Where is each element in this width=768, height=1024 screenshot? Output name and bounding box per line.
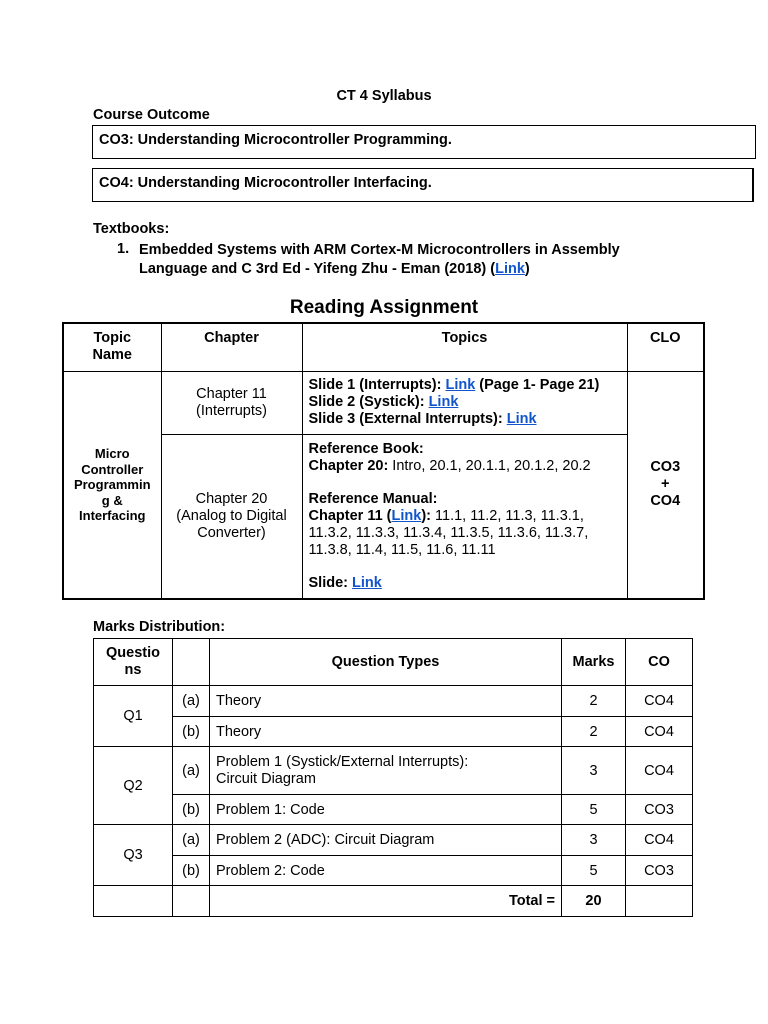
marks-cell: 2 xyxy=(562,686,626,717)
slide-2-link[interactable]: Link xyxy=(428,393,459,410)
textbook-line2: Language and C 3rd Ed - Yifeng Zhu - Eman (2018) ( xyxy=(139,261,496,277)
topic-name-line: Controller xyxy=(81,461,144,477)
reference-ch11-row xyxy=(309,508,621,525)
table-row xyxy=(94,717,693,747)
ref-ch11-text3: 11.3.8, 11.4, 11.5, 11.6, 11.11 xyxy=(308,541,496,558)
header-chapter: Chapter xyxy=(161,323,302,371)
co-cell: CO4 xyxy=(626,686,693,717)
header-clo: CLO xyxy=(627,323,704,371)
header-questions xyxy=(94,639,173,686)
chapter-11-cell xyxy=(161,371,302,434)
clo-line1: CO3 xyxy=(650,459,681,476)
empty-cell xyxy=(626,886,693,917)
topic-name-line: Programmin xyxy=(73,477,151,492)
textbook-line1: Embedded Systems with ARM Cortex-M Microcontrollers in Assembly xyxy=(139,242,620,258)
textbook-link[interactable]: Link xyxy=(495,261,525,277)
marks-cell: 2 xyxy=(562,717,626,747)
co-cell: CO3 xyxy=(626,795,693,825)
table-row xyxy=(94,795,693,825)
ref-ch11-label: Chapter 11 ( xyxy=(308,507,392,524)
topic-name-cell xyxy=(63,371,161,599)
table-row xyxy=(94,825,693,856)
part-cell: (b) xyxy=(173,856,210,886)
co-cell: CO4 xyxy=(626,825,693,856)
type-cell: Theory xyxy=(210,717,562,747)
type-cell: Problem 2: Code xyxy=(210,856,562,886)
course-outcome-heading: Course Outcome xyxy=(93,107,210,123)
part-cell: (b) xyxy=(173,795,210,825)
ref-ch20-text: Intro, 20.1, 20.1.1, 20.1.2, 20.2 xyxy=(388,457,591,474)
textbook-close: ) xyxy=(524,261,530,277)
clo-line2: + xyxy=(661,476,670,493)
slide-1-row xyxy=(309,377,621,394)
reference-manual-label: Reference Manual: xyxy=(308,490,438,507)
reading-heading: Reading Assignment xyxy=(289,297,479,318)
part-cell: (a) xyxy=(173,686,210,717)
ref-ch11-text1: 11.1, 11.2, 11.3, 11.3.1, xyxy=(430,507,584,524)
question-cell: Q2 xyxy=(94,747,173,825)
slide-1-label: Slide 1 (Interrupts): xyxy=(308,376,446,393)
type-cell: Theory xyxy=(210,686,562,717)
question-cell: Q3 xyxy=(94,825,173,886)
marks-cell: 3 xyxy=(562,747,626,795)
chapter-20-cell xyxy=(161,434,302,599)
co4-text: CO4: Understanding Microcontroller Interfacing. xyxy=(99,175,432,191)
ref-slide-link[interactable]: Link xyxy=(352,574,382,591)
type-line2: Circuit Diagram xyxy=(216,770,316,787)
topic-name-line: Interfacing xyxy=(79,508,146,523)
empty-cell xyxy=(173,886,210,917)
marks-heading: Marks Distribution: xyxy=(93,619,226,635)
header-question-types: Question Types xyxy=(210,639,562,686)
textbook-line2-wrap xyxy=(139,260,699,279)
reference-book-label: Reference Book: xyxy=(308,440,424,457)
header-q-line2: ns xyxy=(124,662,142,678)
marks-cell: 3 xyxy=(562,825,626,856)
header-part xyxy=(173,639,210,686)
reference-ch20-row xyxy=(309,458,621,475)
header-topic-line2: Name xyxy=(92,347,132,363)
chapter-20-line2: (Analog to Digital xyxy=(176,507,287,524)
textbook-entry xyxy=(139,241,699,279)
co-cell: CO4 xyxy=(626,717,693,747)
clo-line3: CO4 xyxy=(650,493,681,510)
slides-cell xyxy=(302,371,627,434)
header-q-line1: Questio xyxy=(106,645,160,661)
co-cell: CO3 xyxy=(626,856,693,886)
type-cell: Problem 1: Code xyxy=(210,795,562,825)
type-cell xyxy=(210,747,562,795)
co-cell: CO4 xyxy=(626,747,693,795)
chapter-20-line3: Converter) xyxy=(197,524,266,541)
clo-cell xyxy=(627,371,704,599)
empty-cell xyxy=(94,886,173,917)
marks-table xyxy=(93,638,693,917)
page-title: CT 4 Syllabus xyxy=(336,88,432,104)
reading-table xyxy=(62,322,705,600)
total-label: Total = xyxy=(210,886,562,917)
header-marks: Marks xyxy=(562,639,626,686)
ref-ch20-label: Chapter 20: xyxy=(308,457,389,474)
part-cell: (a) xyxy=(173,825,210,856)
co3-text: CO3: Understanding Microcontroller Programming. xyxy=(99,132,452,148)
table-row xyxy=(94,856,693,886)
header-co: CO xyxy=(626,639,693,686)
slide-3-label: Slide 3 (External Interrupts): xyxy=(308,410,507,427)
part-cell: (b) xyxy=(173,717,210,747)
ref-ch11-close: ): xyxy=(421,507,431,524)
type-line1: Problem 1 (Systick/External Interrupts): xyxy=(216,753,469,770)
header-topics: Topics xyxy=(302,323,627,371)
marks-cell: 5 xyxy=(562,856,626,886)
total-value: 20 xyxy=(562,886,626,917)
chapter-11-line2: (Interrupts) xyxy=(196,402,267,419)
table-row xyxy=(94,686,693,717)
slide-3-link[interactable]: Link xyxy=(506,410,537,427)
reference-cell xyxy=(302,434,627,599)
slide-2-row xyxy=(309,394,621,411)
reference-slide-row xyxy=(309,575,621,592)
table-row xyxy=(94,747,693,795)
chapter-11-line1: Chapter 11 xyxy=(196,385,267,402)
type-cell: Problem 2 (ADC): Circuit Diagram xyxy=(210,825,562,856)
part-cell: (a) xyxy=(173,747,210,795)
topic-name-line: g & xyxy=(101,492,123,508)
ref-slide-label: Slide: xyxy=(308,574,353,591)
ref-ch11-text2: 11.3.2, 11.3.3, 11.3.4, 11.3.5, 11.3.6, 11.3.7, xyxy=(308,524,589,541)
marks-cell: 5 xyxy=(562,795,626,825)
textbooks-heading: Textbooks: xyxy=(93,221,170,237)
slide-2-label: Slide 2 (Systick): xyxy=(308,393,429,410)
header-topic-line1: Topic xyxy=(93,330,132,346)
textbook-number: 1. xyxy=(117,241,130,257)
total-row xyxy=(94,886,693,917)
ref-ch11-link[interactable]: Link xyxy=(391,507,422,524)
chapter-20-line1: Chapter 20 xyxy=(195,490,268,507)
co3-box xyxy=(92,125,756,159)
slide-1-link[interactable]: Link xyxy=(445,376,476,393)
slide-1-suffix: (Page 1- Page 21) xyxy=(475,376,600,393)
header-topic-name xyxy=(63,323,161,371)
question-cell: Q1 xyxy=(94,686,173,747)
topic-name-line: Micro xyxy=(94,446,130,461)
co4-box xyxy=(92,168,754,202)
slide-3-row xyxy=(309,411,621,428)
